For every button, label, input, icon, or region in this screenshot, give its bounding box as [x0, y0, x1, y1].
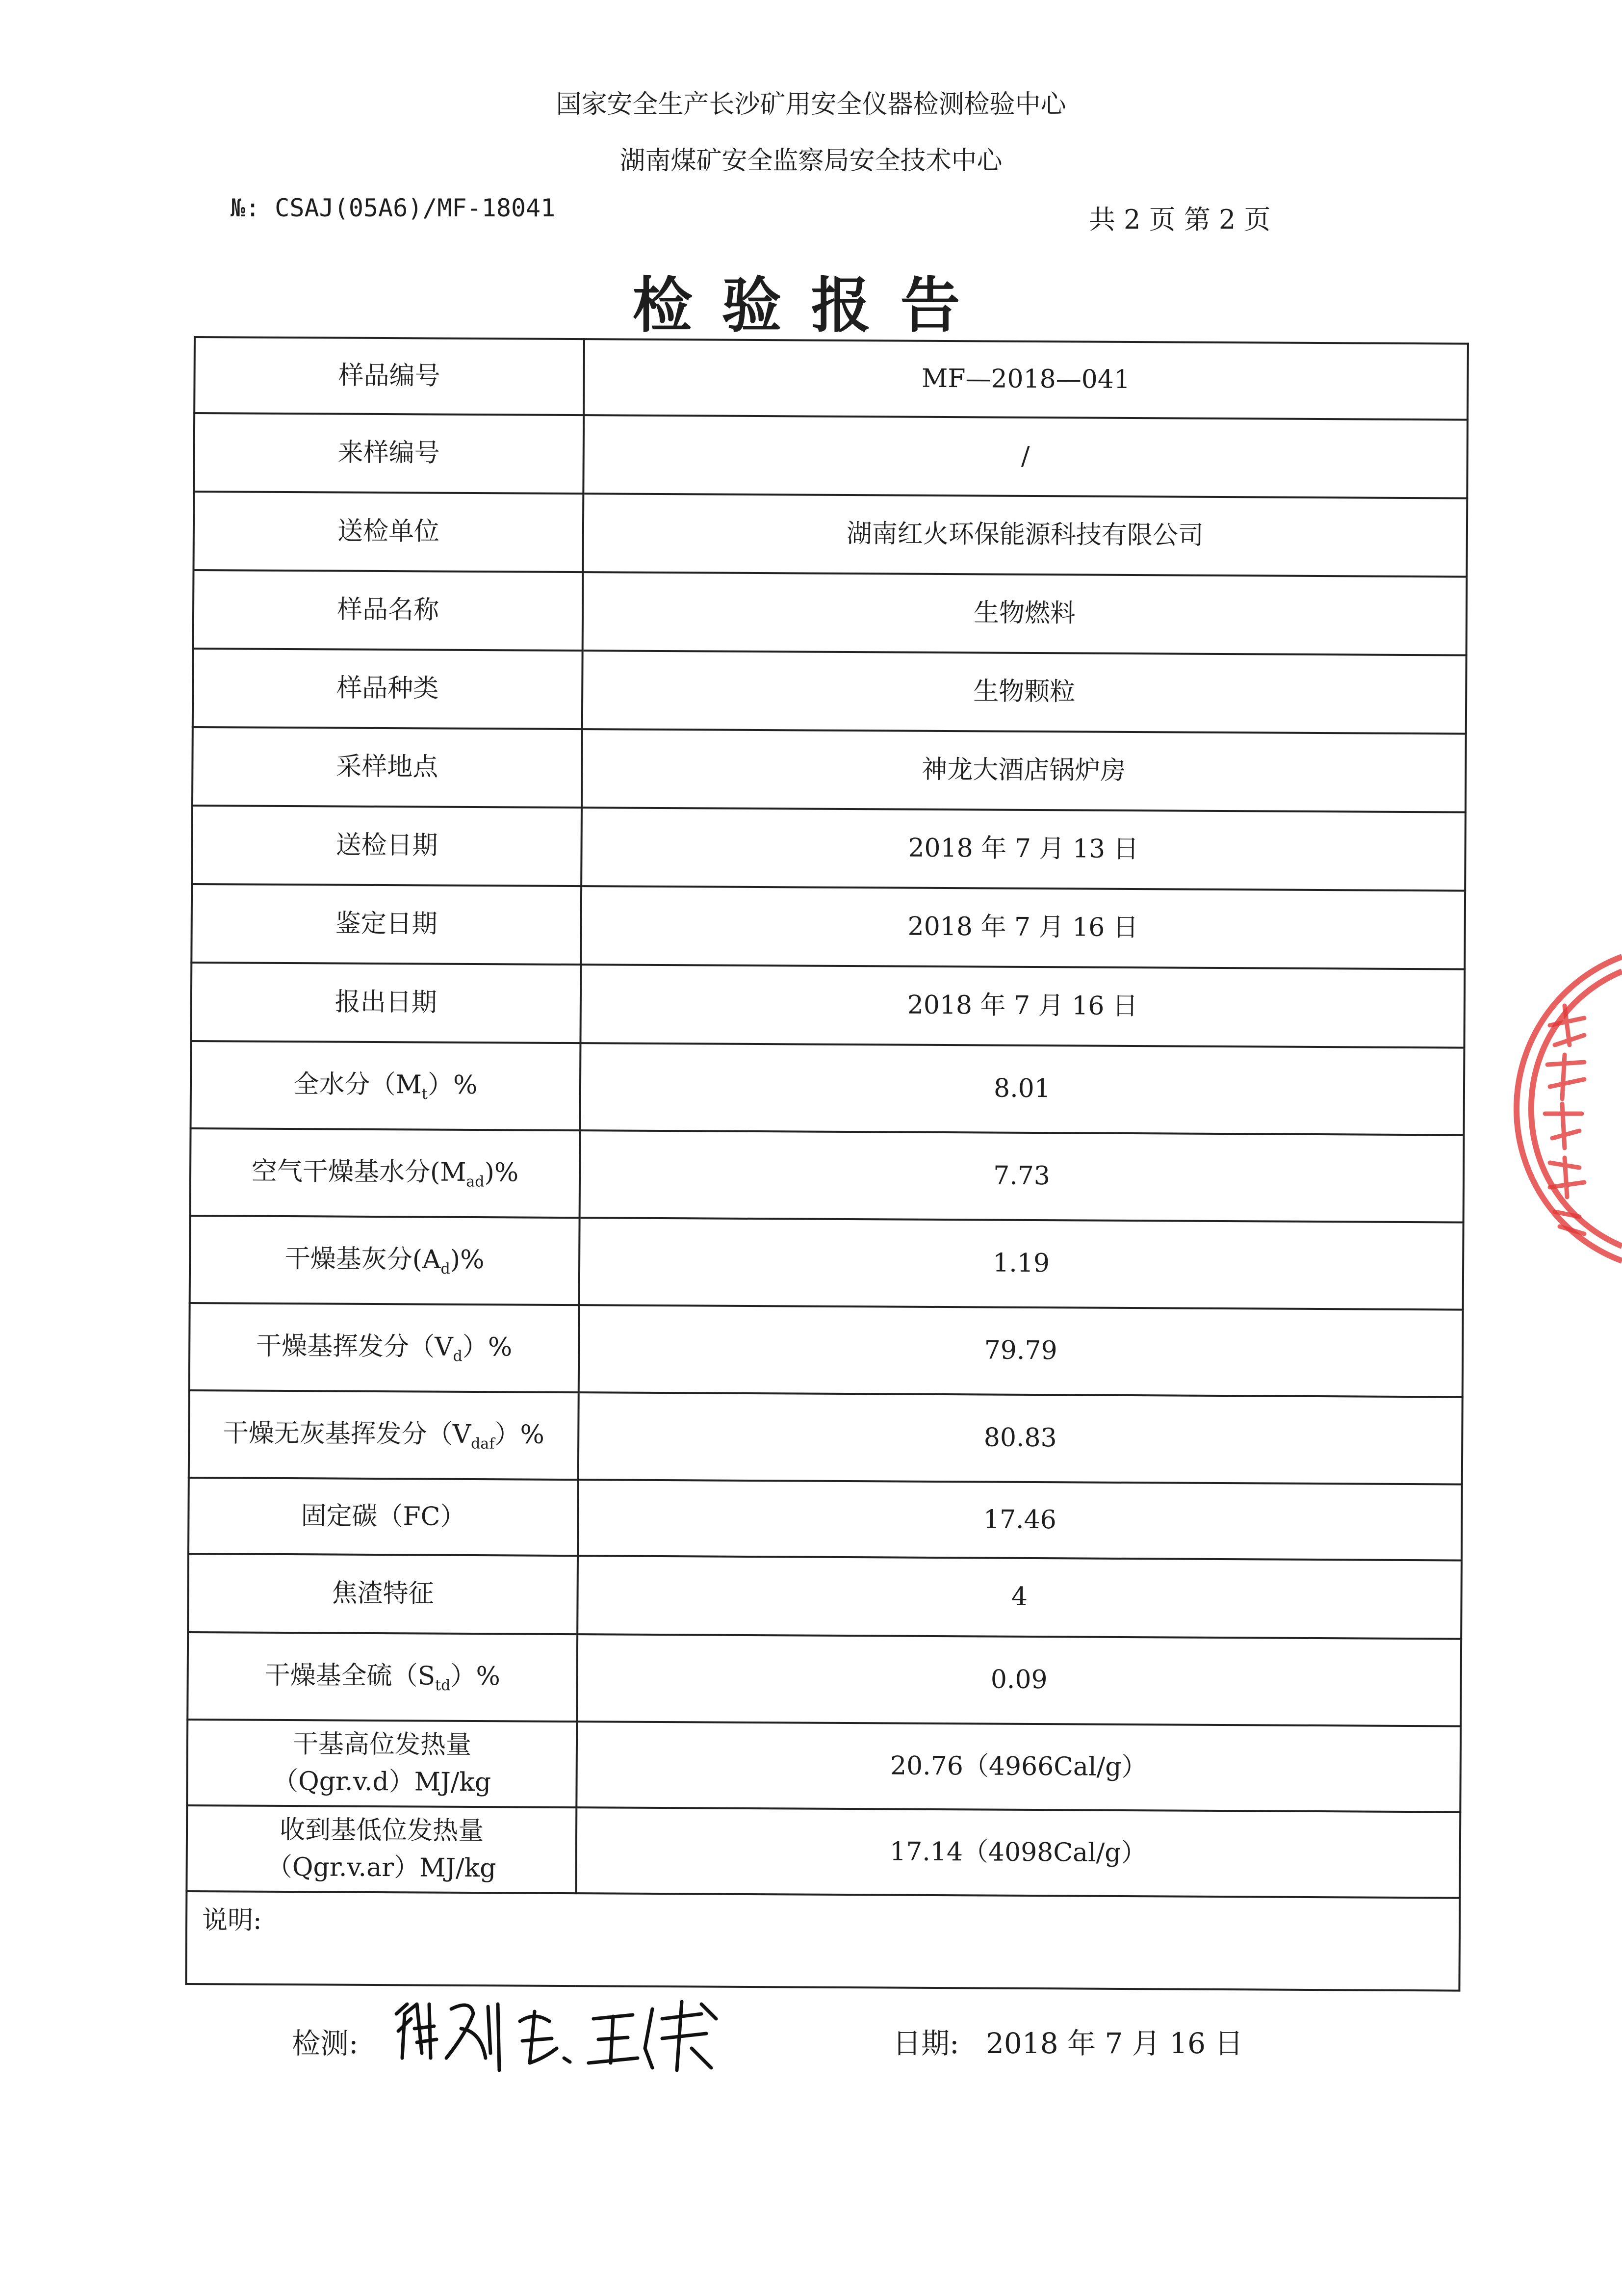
table-row [187, 1720, 1461, 1812]
row-value: 17.46 [578, 1480, 1462, 1560]
table-row [194, 413, 1468, 498]
row-label: 样品名称 [193, 570, 583, 651]
table-row [191, 963, 1465, 1048]
date-label: 日期: [893, 2027, 959, 2060]
table-row [187, 1632, 1461, 1726]
table-row [194, 492, 1468, 577]
row-label: 送检单位 [194, 492, 584, 572]
table-row [191, 884, 1465, 969]
row-value: 神龙大酒店锅炉房 [582, 729, 1466, 812]
row-value: 8.01 [580, 1043, 1465, 1135]
report-number: №: CSAJ(05A6)/MF-18041 [231, 194, 556, 222]
table-row [190, 1128, 1464, 1223]
row-label: 焦渣特征 [188, 1554, 578, 1634]
table-row [189, 1390, 1463, 1485]
row-value: 4 [577, 1556, 1462, 1639]
row-value: 生物颗粒 [582, 651, 1467, 733]
row-label: 干燥基全硫$(S_{td})\%$ [187, 1632, 577, 1722]
tester-label: 检测: [292, 2027, 359, 2060]
row-label: 全水分$(M_t)\%$ [191, 1041, 581, 1130]
table-row [186, 1891, 1460, 1991]
row-value: 7.73 [580, 1130, 1464, 1222]
table-row [190, 1216, 1464, 1310]
row-value: 0.09 [577, 1634, 1461, 1726]
table-row [194, 337, 1468, 420]
row-value: 湖南红火环保能源科技有限公司 [583, 494, 1467, 576]
row-value: 80.83 [578, 1392, 1463, 1484]
row-value: 1.19 [579, 1218, 1464, 1309]
table-row [193, 570, 1467, 655]
table-row [191, 1041, 1465, 1135]
row-label: 采样地点 [192, 727, 582, 808]
report-title: 检验报告 [632, 271, 990, 340]
row-value: 2018 年 7 月 16 日 [581, 886, 1465, 969]
row-value: 2018 年 7 月 16 日 [580, 965, 1465, 1047]
row-label: 报出日期 [191, 963, 581, 1043]
date-value: 2018 年 7 月 16 日 [986, 2027, 1243, 2060]
table-row [192, 806, 1466, 891]
row-label: 空气干燥基水分$(M_{ad})\%$ [190, 1128, 580, 1218]
row-label: 干燥基挥发分$(V_d)\%$ [189, 1303, 579, 1392]
row-label: 送检日期 [192, 806, 582, 886]
notes-label: 说明: [202, 1905, 262, 1935]
row-label: 样品种类 [193, 649, 583, 729]
table-row [189, 1303, 1463, 1397]
table-row [193, 649, 1467, 734]
notes-cell [186, 1891, 1460, 1991]
stamp-seal [1511, 952, 1622, 1266]
row-value: 生物燃料 [583, 572, 1467, 655]
row-value: 2018 年 7 月 13 日 [581, 808, 1466, 890]
row-value: 79.79 [579, 1305, 1463, 1397]
row-value: 20.76（4966Cal/g） [576, 1722, 1461, 1812]
table-row [188, 1478, 1462, 1561]
tester-signatures [387, 1984, 741, 2083]
org-line-1: 国家安全生产长沙矿用安全仪器检测检验中心 [556, 90, 1066, 119]
row-label: 干基高位发热量 （Qgr.v.d）MJ/kg [187, 1720, 577, 1807]
row-label: 鉴定日期 [191, 884, 581, 965]
report-table [185, 336, 1469, 1992]
row-value: / [583, 415, 1468, 498]
row-label: 样品编号 [194, 337, 584, 415]
row-label: 干燥基灰分$(A_d)\%$ [190, 1216, 580, 1305]
row-value: 17.14（4098Cal/g） [576, 1807, 1460, 1898]
row-label: 收到基低位发热量 （Qgr.v.ar）MJ/kg [186, 1805, 576, 1893]
table-row [192, 727, 1466, 812]
org-line-2: 湖南煤矿安全监察局安全技术中心 [619, 146, 1003, 176]
table-row [188, 1554, 1462, 1639]
page-info: 共 2 页 第 2 页 [1089, 204, 1271, 235]
row-label: 来样编号 [194, 413, 584, 494]
table-row [186, 1805, 1460, 1898]
row-value: MF—2018—041 [584, 339, 1468, 419]
row-label: 干燥无灰基挥发分$(V_{daf})\%$ [189, 1390, 579, 1480]
row-label: 固定碳（FC） [188, 1478, 578, 1556]
